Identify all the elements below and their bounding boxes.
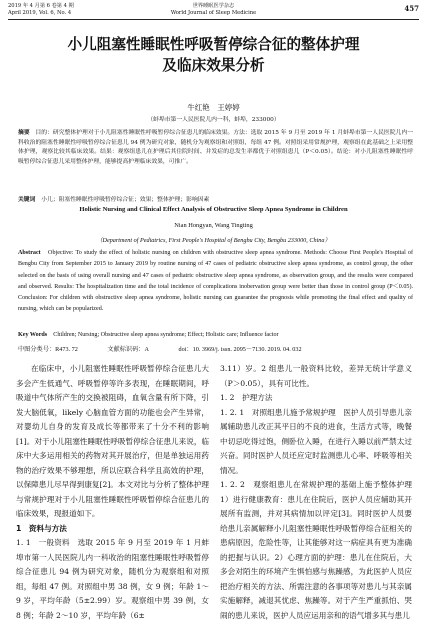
subsection-heading: 1. 2 护理方法 bbox=[220, 393, 273, 402]
running-header bbox=[8, 3, 419, 23]
abstract-en-text: Objective: To study the effect of holistic nursing on children with obstructive sleep apnea syndrome. Methods: Choose First People's Hospital of Bengbu City from September 2015 to January 2019 by routine nursing of 47 cases of pediatric obstructive sleep apnea syndrome, as control group, the other selected on the basis of using overall nursing and 47 cases of pediatric obstructive sleep apnea syndrome, as observation group, and the results were compared and observed. Results: The hospitalization time and the total incidence of complications inobervation group were better than those in control group (P＜0.05). Conclusion: For children with obstructive sleep apnea syndrome, holistic nursing can guarantee the prognosis while promoting the final effect and quality of nursing, which can be popularized. bbox=[18, 250, 413, 313]
keywords-en-label: Key Words bbox=[18, 332, 48, 338]
subsection-paragraph: 1. 2. 1 对照组患儿施予常规护理 医护人员引导患儿亲属辅助患儿改正其平日的不良的进食，生活方式等，晚餐中切忌吃得过饱，侧卧位入睡，在进行入睡以前严禁太过兴奋。同时医护人员还应定时监测患儿心率、呼吸等相关情况。 bbox=[220, 407, 412, 475]
authors: 牛红艳 王婷婷 bbox=[187, 103, 240, 112]
page-number: 457 bbox=[404, 4, 419, 13]
english-authors: Nian Hongyan, Wang Tingting bbox=[174, 222, 253, 229]
paper-title: 小儿阻塞性睡眠性呼吸暂停综合征的整体护理 及临床效果分析 bbox=[67, 36, 360, 74]
article-meta bbox=[18, 344, 413, 353]
body-left-column bbox=[16, 362, 209, 623]
subsection-paragraph: 1. 1 一般资料 选取 2015 年 9 月至 2019 年 1 月蚌埠市第一人民医院儿内一科收治的阻塞性睡眠性呼吸暂停综合征患儿 94 例为研究对象，随机分为观察组和对照组，每组 47 例。对照组中男 38 例，女 9 例；年龄 1～9 岁，平均年龄（5±2.99）岁。观察组中男 39 例，女 8 例；年龄 2～10 岁，平均年龄（6± bbox=[16, 538, 209, 620]
abstract-cn bbox=[18, 129, 413, 167]
abstract-en-label: Abstract bbox=[18, 250, 41, 256]
english-title: Holistic Nursing and Clinical Effect Analysis of Obstructive Sleep Apnea Syndrome in Children bbox=[79, 206, 348, 213]
clc-number: 中图分类号：R473. 72 bbox=[18, 346, 78, 353]
subsection-paragraph: 1. 2. 2 观察组患儿在常规护理的基础上施予整体护理 1）进行健康教育：患儿在住院后，医护人员应辅助其开展所有监测，并对其病情加以评定[3]。同时医护人员要给患儿亲属解释小儿阻塞性睡眠性呼吸暂停综合征相关的患病原因，危险性等，让其能够对这一病症具有更为准确的把握与认识。2）心理方面的护理：患儿在住院后，大多会对陌生的环境产生惧怕感与焦躁感，为此医护人员应把治疗相关的方法、所需注意的各事项等对患儿与其亲属实施解释，减退其忧虑、焦躁等。对于产生严重抓怕、哭闹的患儿来说，医护人员应运用亲和的语气增多其与患儿 bbox=[220, 480, 420, 620]
doi: doi：10. 3969/j. issn. 2095－7130. 2019. 04. 032 bbox=[178, 346, 302, 353]
continued-paragraph: 3.11）岁。2 组患儿一般资料比较，差异无统计学意义（P＞0.05），具有可比性。 bbox=[220, 364, 412, 388]
section-heading: 1 资料与方法 bbox=[16, 523, 67, 533]
keywords-en: Key Words Children; Nursing; Obstructive sleep apnea syndrome; Effect; Holistic care; Influence factor bbox=[18, 332, 279, 338]
header-rule bbox=[8, 19, 419, 20]
body-right-column bbox=[220, 362, 420, 623]
document-code: 文献标识码：A bbox=[107, 346, 149, 353]
keywords-cn-label: 关键词 bbox=[18, 197, 36, 203]
abstract-en bbox=[18, 248, 413, 316]
journal-issue: 2019 年 4 月第 6 卷第 4 期 April 2019, Vol. 6, No. 4 bbox=[8, 3, 74, 16]
abstract-cn-label: 摘要 bbox=[18, 130, 30, 136]
intro-paragraph: 在临床中，小儿阻塞性睡眠性呼吸暂停综合征患儿大多会产生低通气、呼吸暂停等许多表现，在睡眠期间，呼吸道中气体所产生的交换被阻碍，血氧含量有所下降，引发大脑低氧，likely 心脑血管方面的功能也会产生异常，对婴幼儿自身的发育及成长等都带来了十分不利的影响[1]。对于小儿阻塞性睡眠性呼吸暂停综合征患儿来说，临床中大多运用相关的药物对其开展治疗，但是单独运用药物的治疗效果不够理想，所以应联合科学且高效的护理，以保障患儿尽早得到康复[2]。本文对比与分析了整体护理与常规护理对于小儿阻塞性睡眠性呼吸暂停综合征患儿的临床效果，现报道如下。 bbox=[16, 364, 210, 518]
abstract-cn-text: 目的：研究整体护理对于小儿阻塞性睡眠性呼吸暂停综合征患儿的临床效果。方法：选取 2015 年 9 月至 2019 年 1 月蚌埠市第一人民医院儿内一科收治的阻塞性睡眠性呼吸暂停综合征患儿 94 例为研究对象，随机分为观察组和对照组，每组 47 例。对照组采用常规护理，观察组在此基础之上采用整体护理，观察比较其临床效果。结果：观察组患儿在护理后其住院时间、并发症的总发生率都优于对照组患儿（P＜0.05）。结论：对小儿阻塞性睡眠性呼吸暂停综合征患儿采用整体护理，能够提高护理临床效果，可推广。 bbox=[18, 130, 413, 165]
keywords-cn: 关键词 小儿；阻塞性睡眠性呼吸暂停综合征；效果；整体护理；影响因素 bbox=[18, 197, 210, 203]
affiliation: （蚌埠市第一人民医院儿内一科，蚌埠，233000） bbox=[147, 117, 280, 123]
journal-name: 世界睡眠医学杂志 World Journal of Sleep Medicine bbox=[170, 3, 257, 16]
english-affiliation: （Department of Pediatrics, First People's Hospital of Bengbu City, Bengbu 233000, China） bbox=[96, 237, 331, 244]
